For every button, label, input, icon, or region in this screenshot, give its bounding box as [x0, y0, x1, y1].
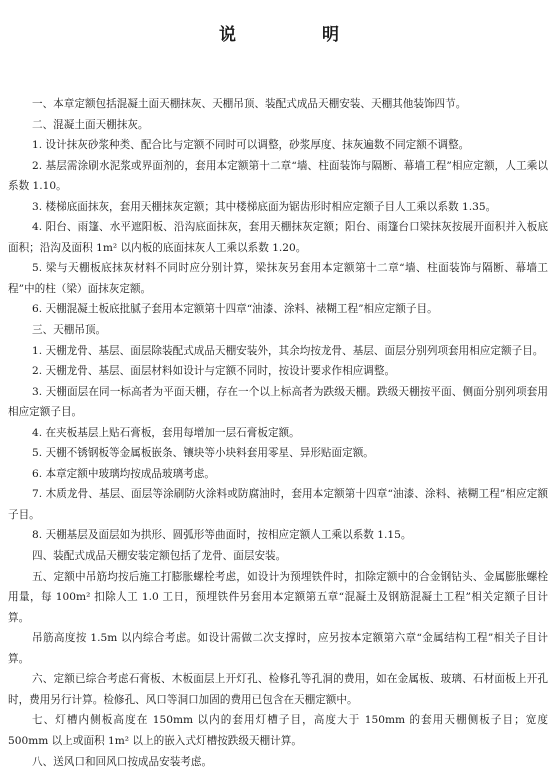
body-paragraph: 7. 木质龙骨、基层、面层等涂刷防火涂料或防腐油时，套用本定额第十四章“油漆、涂料、裱糊工程”相应定额子目。	[8, 484, 548, 525]
section-paragraph: 八、送风口和回风口按成品安装考虑。	[8, 752, 548, 772]
page-title: 说 明	[0, 20, 558, 45]
body-paragraph: 5. 梁与天棚板底抹灰材料不同时应分别计算，梁抹灰另套用本定额第十二章“墙、柱面装饰与隔断、幕墙工程”中的柱（梁）面抹灰定额。	[8, 258, 548, 299]
body-paragraph: 1. 设计抹灰砂浆种类、配合比与定额不同时可以调整，砂浆厚度、抹灰遍数不同定额不调整。	[8, 135, 548, 156]
body-paragraph: 6. 天棚混凝土板底批腻子套用本定额第十四章“油漆、涂料、裱糊工程”相应定额子目。	[8, 299, 548, 320]
body-paragraph: 2. 天棚龙骨、基层、面层材料如设计与定额不同时，按设计要求作相应调整。	[8, 361, 548, 382]
section-paragraph: 四、装配式成品天棚安装定额包括了龙骨、面层安装。	[8, 546, 548, 567]
section-paragraph: 五、定额中吊筋均按后施工打膨胀螺栓考虑，如设计为预埋铁件时，扣除定额中的合金钢钻头、金属膨胀螺栓用量，每 100m² 扣除人工 1.0 工日，预埋铁件另套用本定额第五章“混凝土及钢筋混凝土工程”相关定额子目计算。	[8, 567, 548, 629]
section-paragraph: 六、定额已综合考虑石膏板、木板面层上开灯孔、检修孔等孔洞的费用，如在金属板、玻璃、石材面板上开孔时，费用另行计算。检修孔、风口等洞口加固的费用已包含在天棚定额中。	[8, 669, 548, 710]
document-body	[8, 94, 548, 772]
body-paragraph: 3. 楼梯底面抹灰，套用天棚抹灰定额；其中楼梯底面为锯齿形时相应定额子目人工乘以系数 1.35。	[8, 197, 548, 218]
body-paragraph: 5. 天棚不锈钢板等金属板嵌条、镶块等小块料套用零星、异形贴面定额。	[8, 443, 548, 464]
body-paragraph: 一、本章定额包括混凝土面天棚抹灰、天棚吊顶、装配式成品天棚安装、天棚其他装饰四节。	[8, 94, 548, 115]
body-paragraph: 吊筋高度按 1.5m 以内综合考虑。如设计需做二次支撑时，应另按本定额第六章“金属结构工程”相关子目计算。	[8, 628, 548, 669]
section-paragraph: 七、灯槽内侧板高度在 150mm 以内的套用灯槽子目，高度大于 150mm 的套用天棚侧板子目；宽度 500mm 以上或面积 1m² 以上的嵌入式灯槽按跌级天棚计算。	[8, 710, 548, 751]
body-paragraph: 1. 天棚龙骨、基层、面层除装配式成品天棚安装外，其余均按龙骨、基层、面层分别列项套用相应定额子目。	[8, 341, 548, 362]
body-paragraph: 6. 本章定额中玻璃均按成品玻璃考虑。	[8, 464, 548, 485]
section-paragraph: 二、混凝土面天棚抹灰。	[8, 115, 548, 136]
body-paragraph: 2. 基层需涂刷水泥浆或界面剂的，套用本定额第十二章“墙、柱面装饰与隔断、幕墙工程”相应定额，人工乘以系数 1.10。	[8, 156, 548, 197]
body-paragraph: 4. 在夹板基层上贴石膏板，套用每增加一层石膏板定额。	[8, 423, 548, 444]
body-paragraph: 4. 阳台、雨篷、水平遮阳板、沿沟底面抹灰，套用天棚抹灰定额；阳台、雨篷台口梁抹灰按展开面积并入板底面积；沿沟及面积 1m² 以内板的底面抹灰人工乘以系数 1.20。	[8, 217, 548, 258]
body-paragraph: 3. 天棚面层在同一标高者为平面天棚，存在一个以上标高者为跌级天棚。跌级天棚按平面、侧面分别列项套用相应定额子目。	[8, 382, 548, 423]
body-paragraph: 8. 天棚基层及面层如为拱形、圆弧形等曲面时，按相应定额人工乘以系数 1.15。	[8, 525, 548, 546]
section-paragraph: 三、天棚吊顶。	[8, 320, 548, 341]
